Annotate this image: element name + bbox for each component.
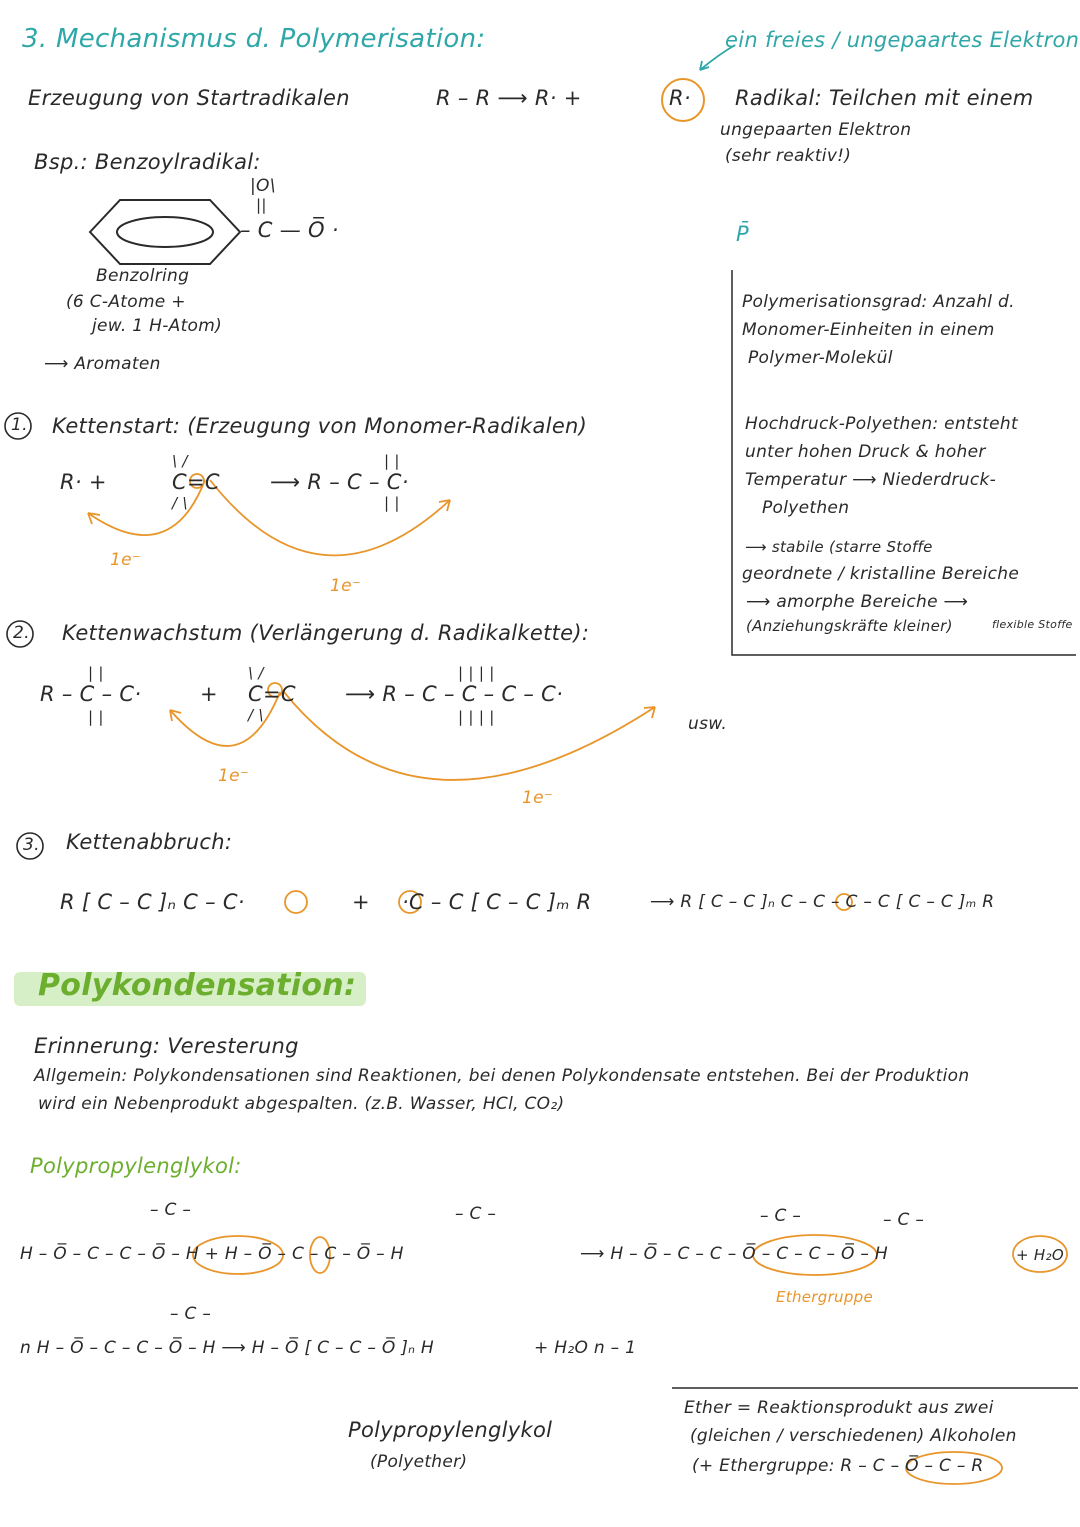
highpressure-3: Temperatur ⟶ Niederdruck- — [745, 470, 997, 490]
general-definition-2: wird ein Nebenprodukt abgespalten. (z.B. Wasser, HCl, CO₂) — [38, 1094, 565, 1114]
radical-definition-2: ungepaarten Elektron — [720, 120, 912, 140]
dp-definition-2: Monomer-Einheiten in einem — [742, 320, 995, 340]
highpressure-2: unter hohen Druck & hoher — [745, 442, 986, 462]
step1-electron-left: 1e⁻ — [110, 550, 142, 570]
step2-chain: R – C – C· — [40, 682, 142, 706]
recall-label: Erinnerung: Veresterung — [34, 1034, 299, 1058]
ether-definition-1: Ether = Reaktionsprodukt aus zwei — [684, 1398, 994, 1418]
step1-product: ⟶ R – C – C· — [270, 470, 409, 494]
ordered-regions: geordnete / kristalline Bereiche — [742, 564, 1020, 584]
example-label: Bsp.: Benzoylradikal: — [34, 150, 261, 174]
ppg-equation-left: H – O̅ – C – C – O̅ – H + H – O̅ – C – C – O̅ – H — [20, 1244, 404, 1264]
ppg-equation-right: ⟶ H – O̅ – C – C – O̅ – C – C – O̅ – H — [580, 1244, 888, 1264]
amorphous-regions: ⟶ amorphe Bereiche ⟶ — [746, 592, 969, 612]
step3-left-chain: R [ C – C ]ₙ C – C· — [60, 890, 245, 914]
step2-monomer-top: \ / — [248, 664, 264, 682]
radical-reaction: R – R ⟶ R· + — [436, 86, 582, 110]
ppg-name: Polypropylenglykol — [348, 1418, 553, 1442]
carbonyl-oxygen: |O\ — [250, 176, 276, 196]
radical-definition-3: (sehr reaktiv!) — [725, 146, 852, 166]
ppg-heading: Polypropylenglykol: — [30, 1154, 242, 1178]
methyl-1: – C – — [150, 1200, 192, 1220]
ether-group-label: Ethergruppe — [776, 1288, 874, 1306]
ppg-polyether: (Polyether) — [370, 1452, 468, 1472]
step2-title: Kettenwachstum (Verlängerung d. Radikalkette): — [62, 621, 590, 645]
attraction-note: (Anziehungskräfte kleiner) — [746, 617, 953, 635]
benzene-hexagon — [90, 200, 240, 264]
step2-number: 2. — [13, 623, 30, 643]
ppg-general-water: + H₂O n – 1 — [534, 1338, 637, 1358]
step2-monomer: C=C — [248, 682, 296, 706]
step3-number: 3. — [23, 835, 40, 855]
methyl-4: – C – — [883, 1210, 925, 1230]
step1-product-top: | | — [384, 452, 400, 470]
stable-note: ⟶ stabile (starre Stoffe — [745, 538, 933, 556]
highpressure-4: Polyethen — [762, 498, 850, 518]
flexible-note: flexible Stoffe — [992, 618, 1073, 631]
step2-etc: usw. — [688, 714, 728, 734]
step1-radical: R· + — [60, 470, 107, 494]
general-definition-1: Allgemein: Polykondensationen sind Reaktionen, bei denen Polykondensate entstehen. Bei der Produktion — [34, 1066, 970, 1086]
step1-electron-right: 1e⁻ — [330, 576, 362, 596]
step2-chain-bottom: | | — [88, 708, 104, 726]
highpressure-1: Hochdruck-Polyethen: entsteht — [745, 414, 1018, 434]
methyl-5: – C – — [170, 1304, 212, 1324]
step1-monomer-top: \ / — [172, 452, 188, 470]
start-radicals-label: Erzeugung von Startradikalen — [28, 86, 350, 110]
step1-number: 1. — [11, 415, 28, 435]
step3-plus: + — [352, 890, 370, 914]
step1-monomer: C=C — [172, 470, 220, 494]
step2-monomer-bottom: / \ — [248, 706, 264, 724]
ether-definition-3: (+ Ethergruppe: R – C – O̅ – C – R — [692, 1456, 984, 1476]
step1-product-bottom: | | — [384, 494, 400, 512]
radical-symbol: R· — [669, 86, 691, 110]
dp-definition-3: Polymer-Molekül — [748, 348, 893, 368]
ring-label-2: (6 C-Atome + — [66, 292, 186, 312]
step2-product-bottom: | | | | — [458, 708, 495, 726]
step1-title: Kettenstart: (Erzeugung von Monomer-Radikalen) — [52, 414, 588, 438]
step2-chain-top: | | — [88, 664, 104, 682]
section-heading-mechanism: 3. Mechanismus d. Polymerisation: — [22, 24, 486, 54]
dp-symbol: P̄ — [736, 222, 749, 246]
step2-electron-right: 1e⁻ — [522, 788, 554, 808]
ether-definition-2: (gleichen / verschiedenen) Alkoholen — [690, 1426, 1017, 1446]
step2-electron-left: 1e⁻ — [218, 766, 250, 786]
methyl-3: – C – — [760, 1206, 802, 1226]
methyl-2: – C – — [455, 1204, 497, 1224]
ppg-water: + H₂O — [1016, 1246, 1064, 1264]
benzoyl-group: – C — O̅ · — [240, 218, 339, 242]
free-electron-note: ein freies / ungepaartes Elektron — [725, 28, 1080, 52]
carbonyl-double-bond: || — [256, 196, 267, 214]
step3-right-chain: ·C – C [ C – C ]ₘ R — [402, 890, 592, 914]
benzene-inner-circle — [117, 217, 213, 247]
step3-title: Kettenabbruch: — [66, 830, 233, 854]
step1-monomer-bottom: / \ — [172, 494, 188, 512]
ring-label-1: Benzolring — [96, 266, 190, 286]
ring-label-4: ⟶ Aromaten — [44, 354, 161, 374]
step2-product-top: | | | | — [458, 664, 495, 682]
step3-product: ⟶ R [ C – C ]ₙ C – C – C – C [ C – C ]ₘ R — [650, 892, 995, 912]
step2-plus: + — [200, 682, 218, 706]
dp-definition-1: Polymerisationsgrad: Anzahl d. — [742, 292, 1015, 312]
ppg-general-equation: n H – O̅ – C – C – O̅ – H ⟶ H – O̅ [ C – C – O̅ ]ₙ H — [20, 1338, 435, 1358]
section-heading-polycondensation: Polykondensation: — [38, 968, 357, 1003]
step2-product: ⟶ R – C – C – C – C· — [345, 682, 564, 706]
radical-definition-1: Radikal: Teilchen mit einem — [735, 86, 1034, 110]
ring-label-3: jew. 1 H-Atom) — [92, 316, 223, 336]
